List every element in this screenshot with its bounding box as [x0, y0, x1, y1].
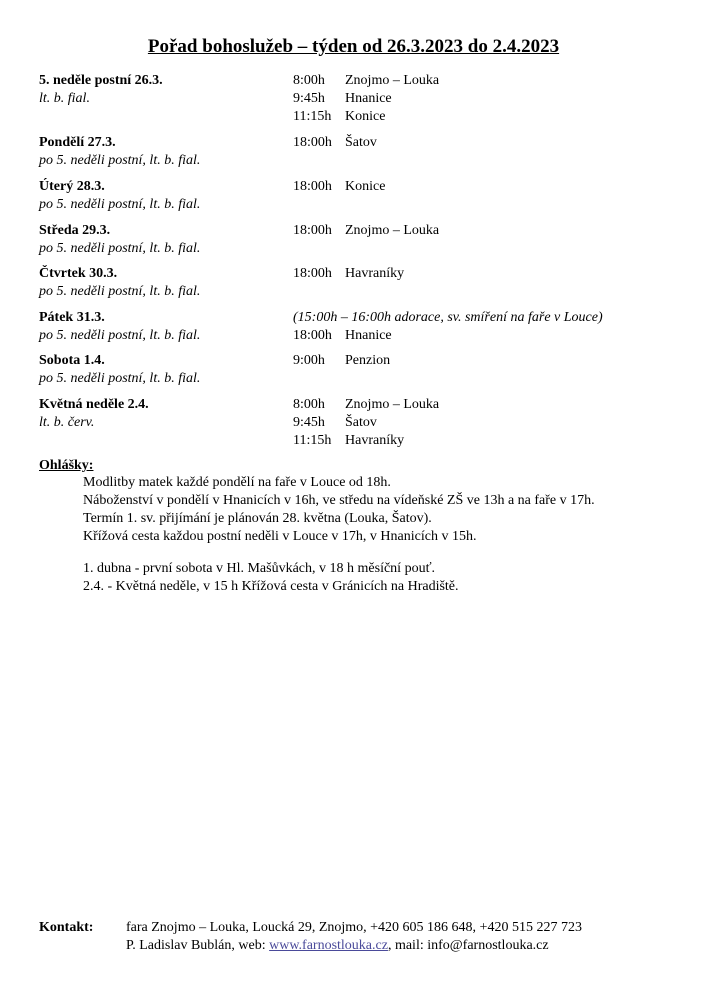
liturgical-note: lt. b. červ. — [39, 415, 95, 430]
liturgical-note: lt. b. fial. — [39, 91, 90, 106]
contact-mail-label: , mail: — [387, 938, 428, 953]
announcement-spacer — [83, 546, 683, 560]
service-row — [293, 90, 693, 108]
service-time: 9:00h — [293, 353, 325, 368]
service-time: 9:45h — [293, 415, 325, 430]
service-time: 8:00h — [293, 397, 325, 412]
service-row — [293, 222, 693, 240]
day-name: Pátek 31.3. — [39, 310, 105, 325]
service-place: Znojmo – Louka — [345, 397, 440, 412]
service-time: 18:00h — [293, 266, 332, 281]
service-place: Konice — [345, 109, 386, 124]
liturgical-note: po 5. neděli postní, lt. b. fial. — [39, 371, 201, 386]
announcement-line: Náboženství v pondělí v Hnanicích v 16h, ve středu na vídeňské ZŠ ve 13h a na faře v 17h. — [83, 493, 595, 508]
service-time: 11:15h — [293, 433, 332, 448]
service-row — [293, 178, 693, 196]
service-row — [293, 134, 693, 152]
service-time: 18:00h — [293, 223, 332, 238]
service-place: Hnanice — [345, 328, 392, 343]
website-link[interactable]: www.farnostlouka.cz — [269, 938, 388, 953]
service-place: Znojmo – Louka — [345, 73, 440, 88]
day-name: Středa 29.3. — [39, 223, 111, 238]
service-place: Hnanice — [345, 91, 392, 106]
announcement-line: Modlitby matek každé pondělí na faře v Louce od 18h. — [83, 475, 391, 490]
service-place: Konice — [345, 179, 386, 194]
service-place: Havraníky — [345, 266, 405, 281]
announcement-line: Křížová cesta každou postní neděli v Louce v 17h, v Hnanicích v 15h. — [83, 529, 477, 544]
service-time: 18:00h — [293, 179, 332, 194]
service-place: Šatov — [345, 135, 377, 150]
contact-email: info@farnostlouka.cz — [427, 938, 549, 953]
service-place: Havraníky — [345, 433, 405, 448]
announcement-line: Termín 1. sv. přijímání je plánován 28. května (Louka, Šatov). — [83, 511, 432, 526]
service-row — [293, 396, 693, 414]
service-place: Penzion — [345, 353, 391, 368]
service-time: 11:15h — [293, 109, 332, 124]
day-name: Pondělí 27.3. — [39, 135, 116, 150]
day-name: 5. neděle postní 26.3. — [39, 73, 163, 88]
adoration-note: (15:00h – 16:00h adorace, sv. smíření na faře v Louce) — [293, 310, 603, 325]
service-row — [293, 72, 693, 90]
liturgical-note: po 5. neděli postní, lt. b. fial. — [39, 241, 201, 256]
service-place: Šatov — [345, 415, 377, 430]
service-row — [293, 327, 693, 345]
liturgical-note: po 5. neděli postní, lt. b. fial. — [39, 153, 201, 168]
contact-address: fara Znojmo – Louka, Loucká 29, Znojmo, +420 605 186 648, +420 515 227 723 — [126, 920, 582, 935]
liturgical-note: po 5. neděli postní, lt. b. fial. — [39, 197, 201, 212]
announcement-line: 2.4. - Květná neděle, v 15 h Křížová cesta v Gránicích na Hradiště. — [83, 579, 459, 594]
service-row — [293, 352, 693, 370]
day-name: Květná neděle 2.4. — [39, 397, 149, 412]
contact-priest: P. Ladislav Bublán, web: — [126, 938, 270, 953]
service-row — [293, 108, 693, 126]
service-row — [293, 414, 693, 432]
contact-label: Kontakt: — [39, 920, 94, 935]
day-name: Sobota 1.4. — [39, 353, 105, 368]
service-time: 18:00h — [293, 135, 332, 150]
service-row — [293, 265, 693, 283]
announcement-line: 1. dubna - první sobota v Hl. Mašůvkách, v 18 h měsíční pouť. — [83, 561, 436, 576]
liturgical-note: po 5. neděli postní, lt. b. fial. — [39, 328, 201, 343]
day-name: Čtvrtek 30.3. — [39, 266, 118, 281]
contact-details — [126, 919, 686, 955]
service-time: 8:00h — [293, 73, 325, 88]
liturgical-note: po 5. neděli postní, lt. b. fial. — [39, 284, 201, 299]
service-place: Znojmo – Louka — [345, 223, 440, 238]
service-time: 9:45h — [293, 91, 325, 106]
day-name: Úterý 28.3. — [39, 179, 105, 194]
contact-web-mail — [126, 937, 686, 955]
announcements-list — [83, 474, 683, 596]
page-title: Pořad bohoslužeb – týden od 26.3.2023 do 2.4.2023 — [147, 36, 560, 57]
service-row — [293, 432, 693, 450]
announcements-heading: Ohlášky: — [39, 458, 94, 473]
service-time: 18:00h — [293, 328, 332, 343]
